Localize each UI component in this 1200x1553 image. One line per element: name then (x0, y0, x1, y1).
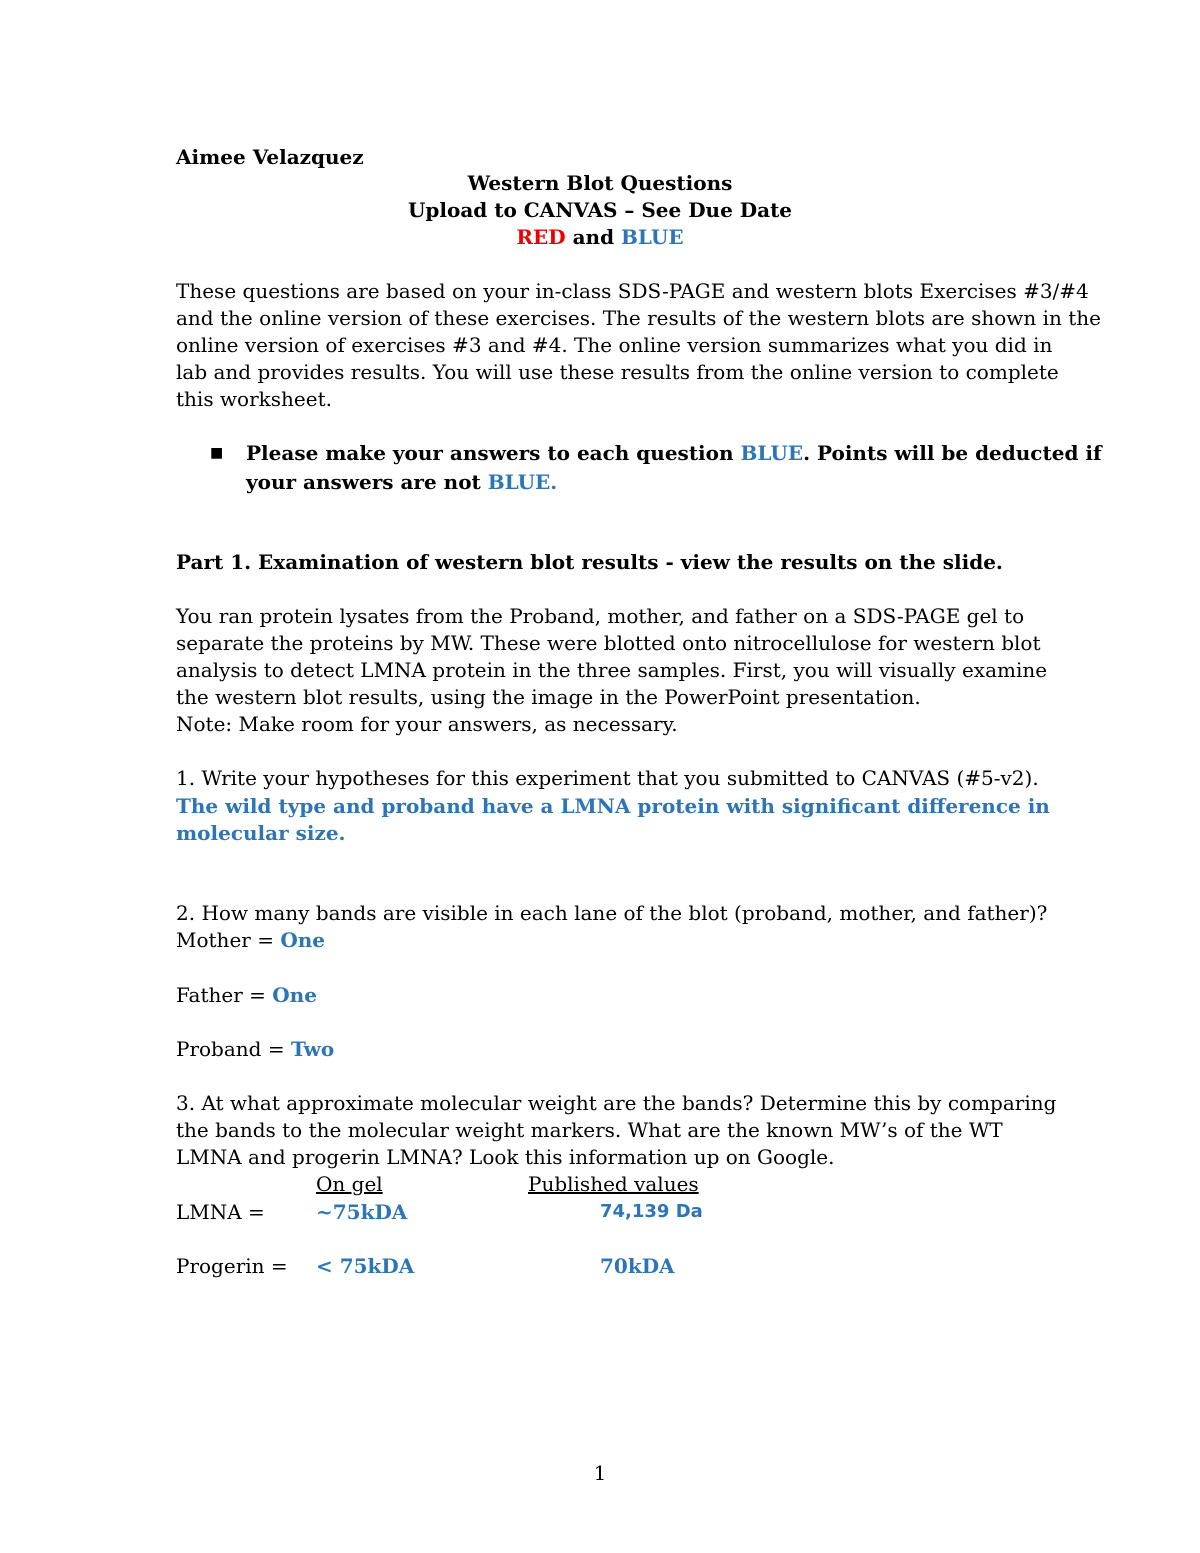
proband-label: Proband = (176, 1037, 291, 1061)
progerin-on-gel: < 75kDA (316, 1254, 415, 1278)
bullet-instruction-line2 (246, 468, 557, 497)
intro-line: and the online version of these exercises. The results of the western blots are shown in the (176, 306, 1102, 330)
document-title: Western Blot Questions (467, 171, 733, 195)
intro-line: online version of exercises #3 and #4. The online version summarizes what you did in (176, 333, 1053, 357)
intro-line: These questions are based on your in-class SDS-PAGE and western blots Exercises #3/#4 (176, 279, 1089, 303)
bullet-text: Please make your answers to each question (246, 441, 741, 465)
part1-body-line: separate the proteins by MW. These were blotted onto nitrocellulose for western blot (176, 631, 1041, 655)
father-answer: One (272, 983, 317, 1007)
bullet-instruction-line1 (246, 439, 1102, 468)
q3-question: LMNA and progerin LMNA? Look this information up on Google. (176, 1145, 835, 1169)
col-header-on-gel (316, 1171, 531, 1197)
q3-question: the bands to the molecular weight markers. What are the known MW’s of the WT (176, 1118, 1003, 1142)
lmna-on-gel: ~75kDA (316, 1200, 408, 1224)
part1-heading: Part 1. Examination of western blot results - view the results on the slide. (176, 550, 1003, 574)
mother-label: Mother = (176, 928, 281, 952)
q2-mother (176, 927, 325, 953)
document-subtitle: Upload to CANVAS – See Due Date (407, 198, 793, 222)
q1-answer: The wild type and proband have a LMNA protein with significant difference in (176, 794, 1050, 818)
q1-question: 1. Write your hypotheses for this experiment that you submitted to CANVAS (#5-v2). (176, 766, 1039, 790)
col-header-published: Published values (528, 1172, 699, 1196)
q2-father (176, 982, 317, 1008)
q1-answer: molecular size. (176, 821, 346, 845)
bullet-text: your answers are not (246, 470, 488, 494)
q2-proband (176, 1036, 334, 1062)
color-instruction (0, 224, 1200, 250)
bullet-text: . Points will be deducted if (803, 441, 1102, 465)
father-label: Father = (176, 983, 273, 1007)
progerin-label: Progerin = (176, 1254, 288, 1278)
bullet-blue-word: BLUE. (487, 470, 558, 494)
author-name: Aimee Velazquez (176, 145, 364, 169)
part1-note: Note: Make room for your answers, as necessary. (176, 712, 678, 736)
lmna-label: LMNA = (176, 1200, 265, 1224)
part1-body-line: You ran protein lysates from the Proband, mother, and father on a SDS-PAGE gel to (176, 604, 1025, 628)
intro-line: lab and provides results. You will use these results from the online version to complete (176, 360, 1059, 384)
lmna-published: 74,139 Da (600, 1201, 703, 1222)
part1-body-line: analysis to detect LMNA protein in the three samples. First, you will visually examine (176, 658, 1048, 682)
q2-question: 2. How many bands are visible in each lane of the blot (proband, mother, and father)? (176, 901, 1048, 925)
progerin-published: 70kDA (600, 1254, 675, 1278)
q3-question: 3. At what approximate molecular weight are the bands? Determine this by comparing (176, 1091, 1057, 1115)
bullet-square-icon: ■ (210, 445, 224, 461)
mother-answer: One (280, 928, 325, 952)
red-word: RED (516, 225, 566, 249)
bullet-blue-word: BLUE (740, 441, 804, 465)
page-number: 1 (593, 1461, 607, 1485)
and-word: and (565, 225, 622, 249)
part1-body-line: the western blot results, using the image in the PowerPoint presentation. (176, 685, 921, 709)
intro-line: this worksheet. (176, 387, 332, 411)
on-gel-label: On gel (316, 1172, 383, 1196)
blue-word: BLUE (621, 225, 684, 249)
proband-answer: Two (290, 1037, 335, 1061)
